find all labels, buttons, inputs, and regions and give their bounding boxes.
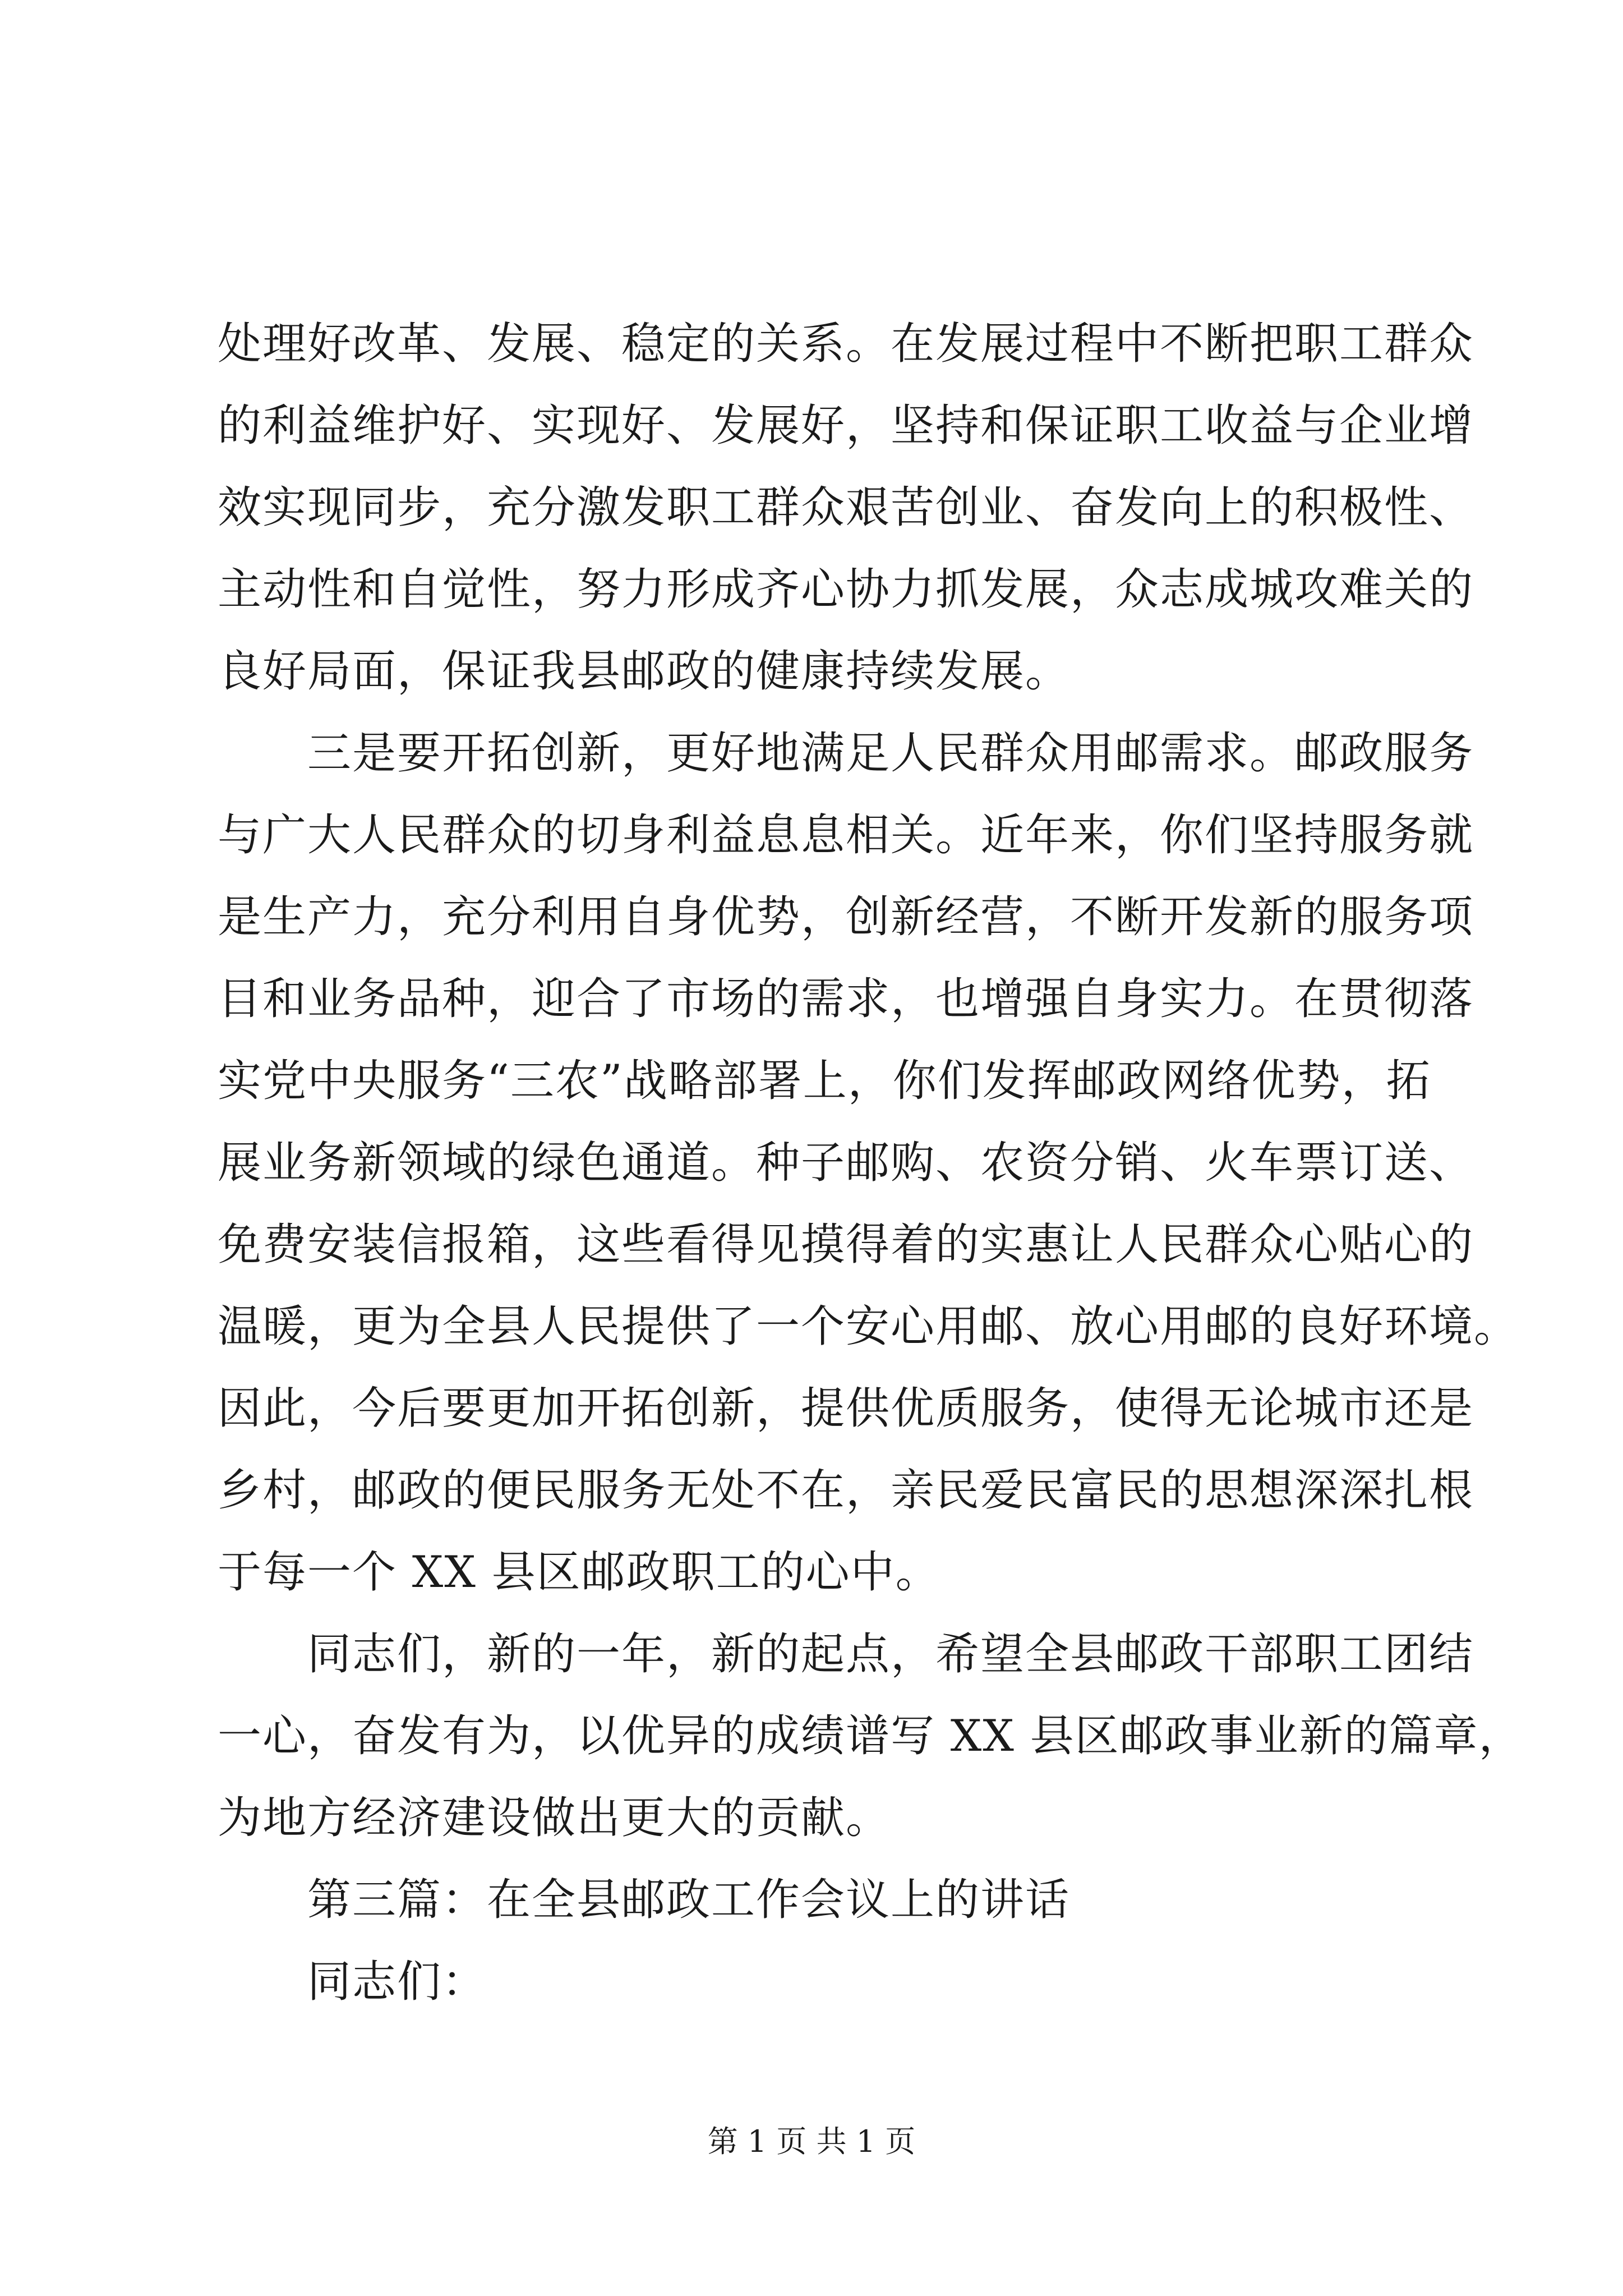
document-body: [218, 303, 1524, 2023]
text-line: 一心，奋发有为，以优异的成绩谱写 XX 县区邮政事业新的篇章，: [218, 1711, 1524, 1761]
text-line: 温暖，更为全县人民提供了一个安心用邮、放心用邮的良好环境。: [218, 1301, 1519, 1352]
text-line: 三是要开拓创新，更好地满足人民群众用邮需求。邮政服务: [218, 728, 1474, 779]
text-line: 与广大人民群众的切身利益息息相关。近年来，你们坚持服务就: [218, 810, 1474, 861]
salutation: 同志们：: [218, 1957, 487, 2007]
text-line: 主动性和自觉性，努力形成齐心协力抓发展，众志成城攻难关的: [218, 564, 1474, 615]
text-line: 是生产力，充分利用自身优势，创新经营，不断开发新的服务项: [218, 892, 1474, 942]
text-line: 于每一个 XX 县区邮政职工的心中。: [218, 1547, 940, 1598]
text-line: 展业务新领域的绿色通道。种子邮购、农资分销、火车票订送、: [218, 1138, 1474, 1188]
text-line: 处理好改革、发展、稳定的关系。在发展过程中不断把职工群众: [218, 319, 1474, 369]
text-line: 的利益维护好、实现好、发展好，坚持和保证职工收益与企业增: [218, 401, 1474, 451]
text-line: 同志们，新的一年，新的起点，希望全县邮政干部职工团结: [218, 1629, 1474, 1680]
section-heading: 第三篇：在全县邮政工作会议上的讲话: [218, 1875, 1071, 1925]
text-line: 乡村，邮政的便民服务无处不在，亲民爱民富民的思想深深扎根: [218, 1465, 1474, 1516]
text-line: 免费安装信报箱，这些看得见摸得着的实惠让人民群众心贴心的: [218, 1220, 1474, 1270]
text-line: 因此，今后要更加开拓创新，提供优质服务，使得无论城市还是: [218, 1383, 1474, 1434]
page-footer: 第 1 页 共 1 页: [707, 2124, 916, 2159]
text-line: 实党中央服务“三农”战略部署上，你们发挥邮政网络优势，拓: [218, 1056, 1431, 1106]
text-line: 效实现同步，充分激发职工群众艰苦创业、奋发向上的积极性、: [218, 482, 1474, 533]
text-line: 良好局面，保证我县邮政的健康持续发展。: [218, 646, 1071, 697]
text-line: 目和业务品种，迎合了市场的需求，也增强自身实力。在贯彻落: [218, 974, 1474, 1024]
text-line: 为地方经济建设做出更大的贡献。: [218, 1793, 891, 1843]
